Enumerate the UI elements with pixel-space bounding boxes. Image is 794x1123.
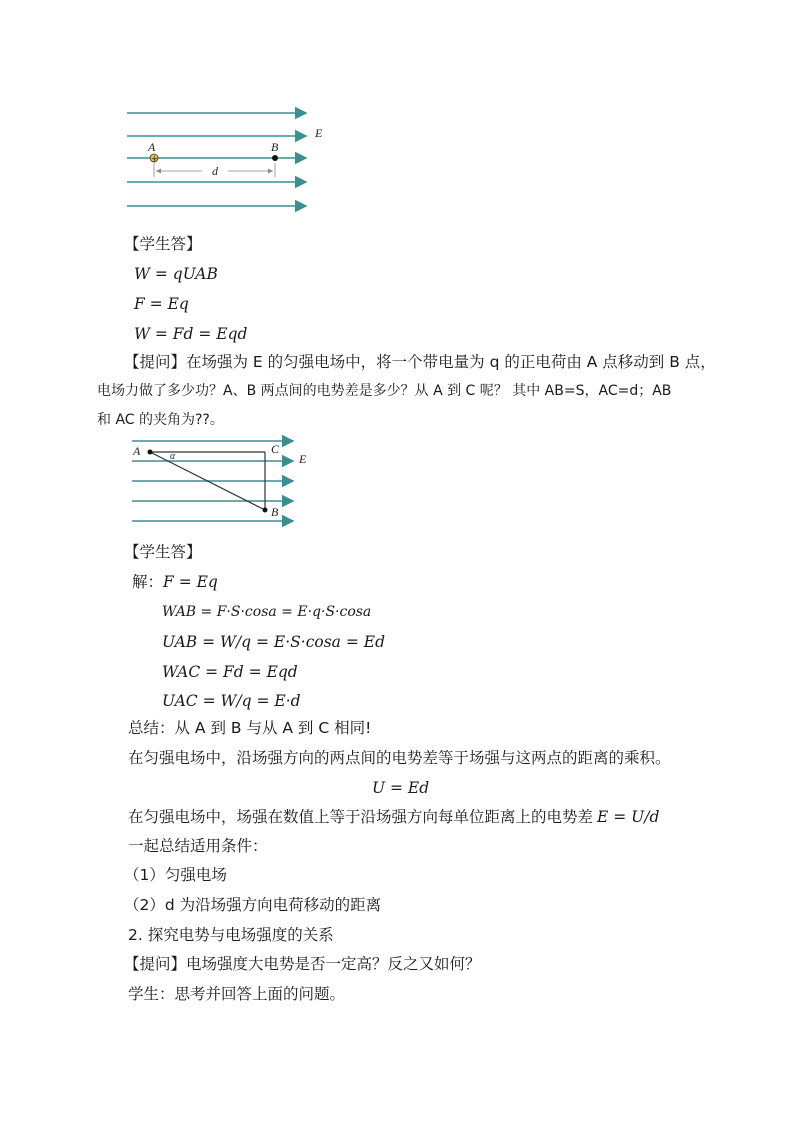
- equation-uac: UAC = W/q = E·d: [162, 692, 301, 710]
- solution-first-line: 解：F = Eq: [132, 573, 218, 591]
- formula-u-ed: U = Ed: [372, 779, 430, 797]
- section-2-question: 【提问】电场强度大电势是否一定高？反之又如何？: [124, 955, 481, 973]
- condition-2: （2）d 为沿场强方向电荷移动的距离: [124, 896, 382, 914]
- label-e: E: [315, 126, 323, 140]
- summary-line-4: 一起总结适用条件：: [128, 837, 268, 855]
- figure-triangle-field: [125, 434, 325, 529]
- label-b: B: [271, 505, 279, 519]
- label-c: C: [271, 442, 280, 456]
- summary-line-3: 在匀强电场中，场强在数值上等于沿场强方向每单位距离上的电势差 E = U/d: [128, 808, 660, 826]
- point-a: [148, 450, 153, 455]
- equation-w-quab: W = qUAB: [134, 265, 218, 283]
- question-line-2: 电场力做了多少功？A、B 两点间的电势差是多少？从 A 到 C 呢？ 其中 AB=S，AC=d；AB: [97, 383, 672, 399]
- equation-wab: WAB = F·S·cosa = E·q·S·cosa: [162, 604, 372, 620]
- label-b: B: [271, 140, 279, 154]
- label-alpha: α: [170, 451, 176, 462]
- student-answer-heading-1: 【学生答】: [124, 235, 202, 253]
- label-a: A: [133, 444, 141, 458]
- student-answer-heading-2: 【学生答】: [124, 543, 202, 561]
- summary-line-2: 在匀强电场中，沿场强方向的两点间的电势差等于场强与这两点的距离的乘积。: [128, 749, 671, 767]
- label-a: A: [148, 140, 156, 154]
- equation-w-fd: W = Fd = Eqd: [134, 325, 248, 343]
- question-line-1: 【提问】在场强为 E 的匀强电场中，将一个带电量为 q 的正电荷由 A 点移动到 B 点，: [124, 353, 716, 371]
- point-b: [272, 155, 278, 161]
- section-2-title: 2. 探究电势与电场强度的关系: [128, 926, 334, 944]
- equation-f-eq: F = Eq: [134, 295, 189, 313]
- point-b: [263, 508, 268, 513]
- equation-wac: WAC = Fd = Eqd: [162, 663, 298, 681]
- equation-uab: UAB = W/q = E·S·cosa = Ed: [162, 633, 386, 651]
- figure-uniform-field-ab: [120, 105, 340, 220]
- summary-line-1: 总结：从 A 到 B 与从 A 到 C 相同!: [128, 719, 372, 737]
- condition-1: （1）匀强电场: [124, 866, 227, 884]
- label-d: d: [212, 164, 218, 178]
- section-2-student: 学生：思考并回答上面的问题。: [128, 985, 346, 1003]
- question-line-3: 和 AC 的夹角为??。: [97, 412, 224, 428]
- svg-text:+: +: [150, 154, 159, 165]
- label-e: E: [299, 452, 307, 466]
